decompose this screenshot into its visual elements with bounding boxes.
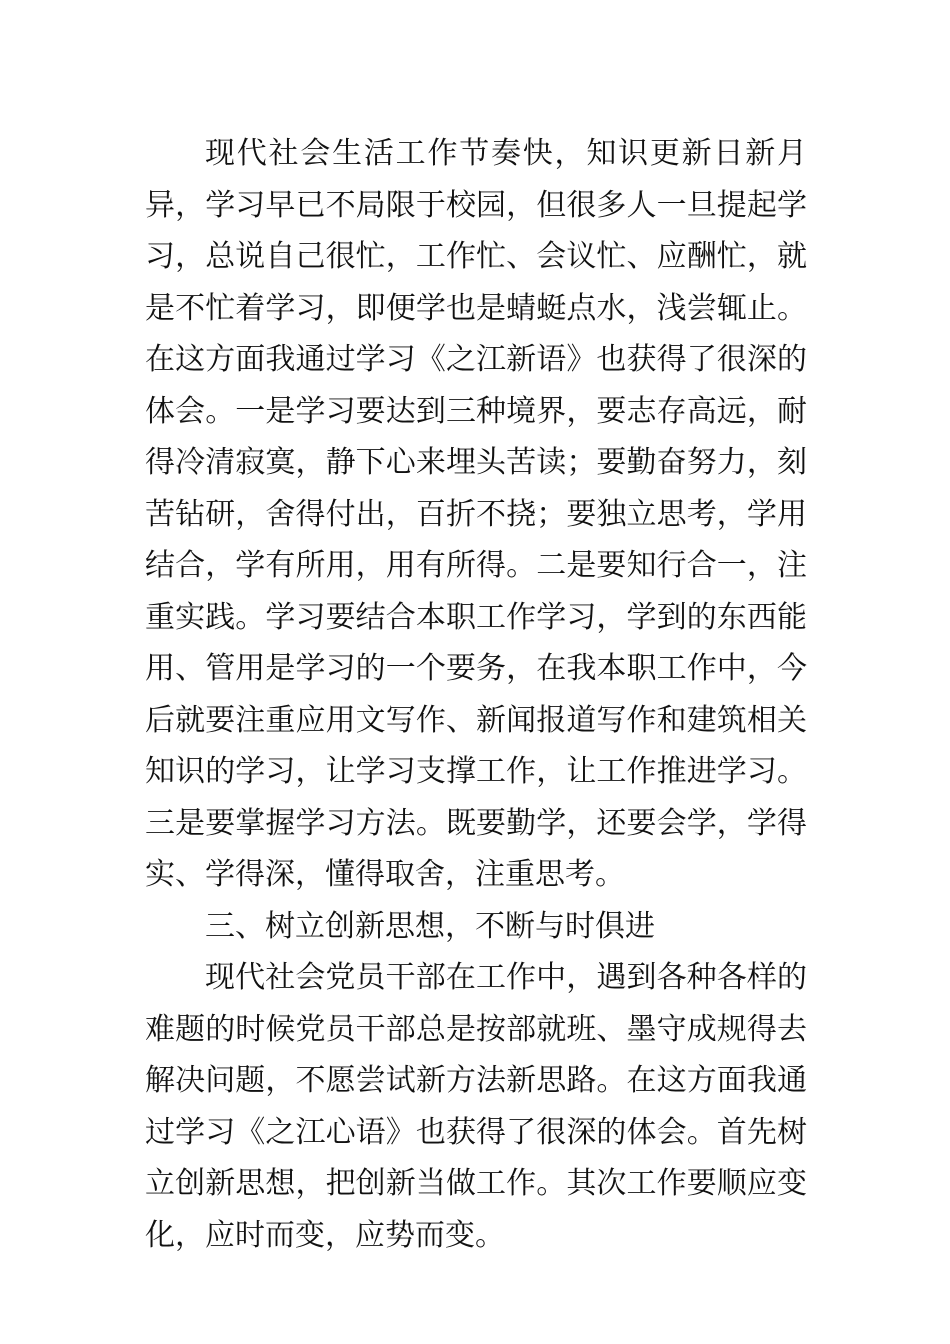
section-heading-innovation: 三、树立创新思想，不断与时俱进 [205,908,655,944]
paragraph-study: 现代社会生活工作节奏快，知识更新日新月异，学习早已不局限于校园，但很多人一旦提起学习，总说自己很忙，工作忙、会议忙、应酬忙，就是不忙着学习，即便学也是蜻蜓点水，浅尝辄止。在这方面我通过学习《之江新语》也获得了很深的体会。一是学习要达到三种境界，要志存高远，耐得冷清寂寞，静下心来埋头苦读；要勤奋努力，刻苦钻研，舍得付出，百折不挠；要独立思考，学用结合，学有所用，用有所得。二是要知行合一，注重实践。学习要结合本职工作学习，学到的东西能用、管用是学习的一个要务，在我本职工作中，今后就要注重应用文写作、新闻报道写作和建筑相关知识的学习，让学习支撑工作，让工作推进学习。三是要掌握学习方法。既要勤学，还要会学，学得实、学得深，懂得取舍，注重思考。 [145,136,807,892]
paragraph-innovation: 现代社会党员干部在工作中，遇到各种各样的难题的时候党员干部总是按部就班、墨守成规得去解决问题，不愿尝试新方法新思路。在这方面我通过学习《之江心语》也获得了很深的体会。首先树立创新思想，把创新当做工作。其次工作要顺应变化，应时而变，应势而变。 [145,960,807,1253]
document-body [145,128,807,1261]
